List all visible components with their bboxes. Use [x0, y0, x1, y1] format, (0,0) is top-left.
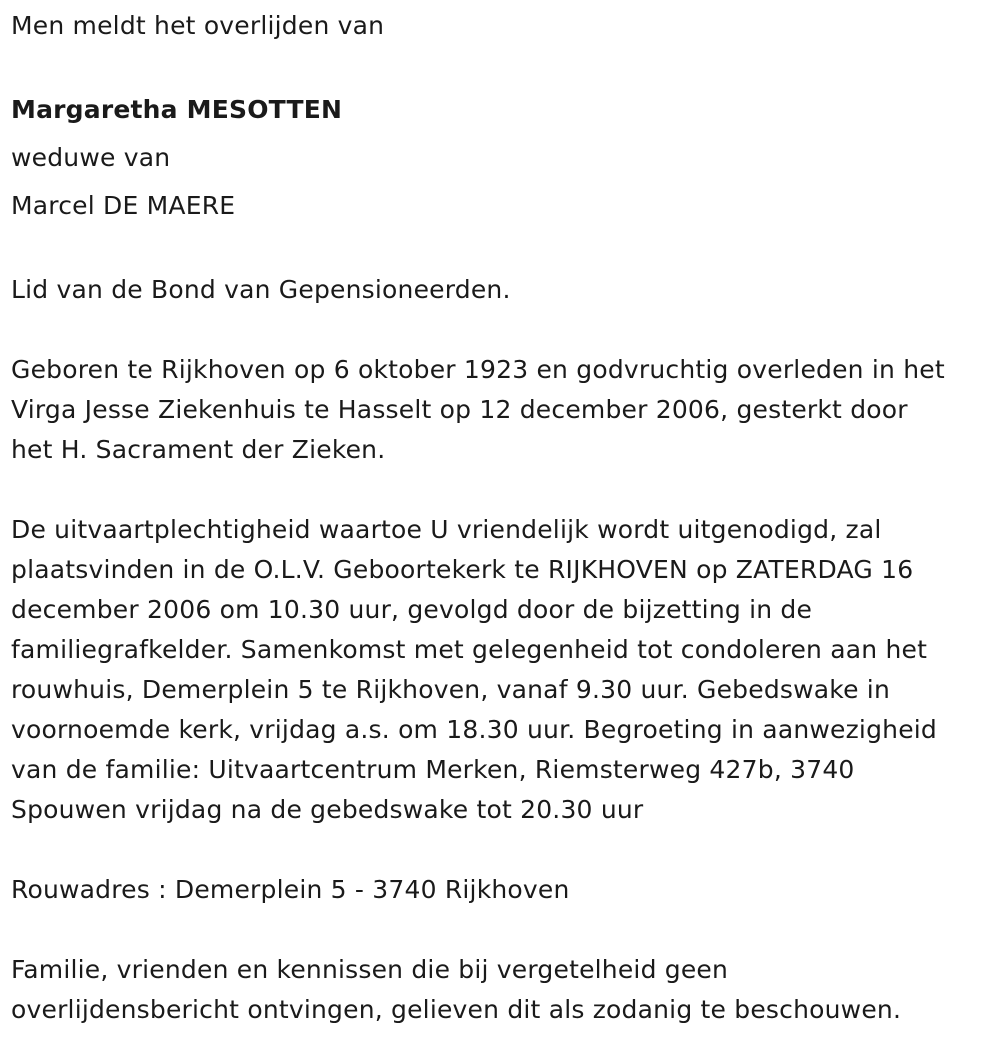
paragraph-line: De uitvaartplechtigheid waartoe U vriendelijk wordt uitgenodigd, zal	[11, 515, 882, 544]
spacer	[11, 310, 991, 350]
relation-text: weduwe van	[11, 143, 171, 172]
mourning-address: Rouwadres : Demerplein 5 - 3740 Rijkhoven	[11, 875, 570, 904]
paragraph-line: overlijdensbericht ontvingen, gelieven dit als zodanig te beschouwen.	[11, 995, 902, 1024]
spacer	[11, 910, 991, 950]
paragraph-line: plaatsvinden in de O.L.V. Geboortekerk te RIJKHOVEN op ZATERDAG 16	[11, 555, 914, 584]
paragraph-line: voornoemde kerk, vrijdag a.s. om 18.30 uur. Begroeting in aanwezigheid	[11, 715, 937, 744]
paragraph-line: Virga Jesse Ziekenhuis te Hasselt op 12 december 2006, gesterkt door	[11, 395, 908, 424]
membership-text: Lid van de Bond van Gepensioneerden.	[11, 275, 511, 304]
paragraph-line: december 2006 om 10.30 uur, gevolgd door de bijzetting in de	[11, 595, 813, 624]
deceased-name: Margaretha MESOTTEN	[11, 95, 343, 124]
death-notice	[11, 6, 991, 1030]
paragraph-line: Geboren te Rijkhoven op 6 oktober 1923 en godvruchtig overleden in het	[11, 355, 945, 384]
closing-paragraph	[11, 950, 991, 1030]
paragraph-line: Spouwen vrijdag na de gebedswake tot 20.30 uur	[11, 795, 644, 824]
spacer	[11, 470, 991, 510]
paragraph-line: het H. Sacrament der Zieken.	[11, 435, 386, 464]
paragraph-line: Familie, vrienden en kennissen die bij vergetelheid geen	[11, 955, 729, 984]
intro-text: Men meldt het overlijden van	[11, 11, 385, 40]
paragraph-line: van de familie: Uitvaartcentrum Merken, Riemsterweg 427b, 3740	[11, 755, 855, 784]
paragraph-line: familiegrafkelder. Samenkomst met gelegenheid tot condoleren aan het	[11, 635, 928, 664]
birth-death-paragraph	[11, 350, 991, 470]
spacer	[11, 230, 991, 270]
spouse-name: Marcel DE MAERE	[11, 191, 236, 220]
funeral-paragraph	[11, 510, 991, 830]
paragraph-line: rouwhuis, Demerplein 5 te Rijkhoven, vanaf 9.30 uur. Gebedswake in	[11, 675, 890, 704]
spacer	[11, 46, 991, 86]
spacer	[11, 830, 991, 870]
